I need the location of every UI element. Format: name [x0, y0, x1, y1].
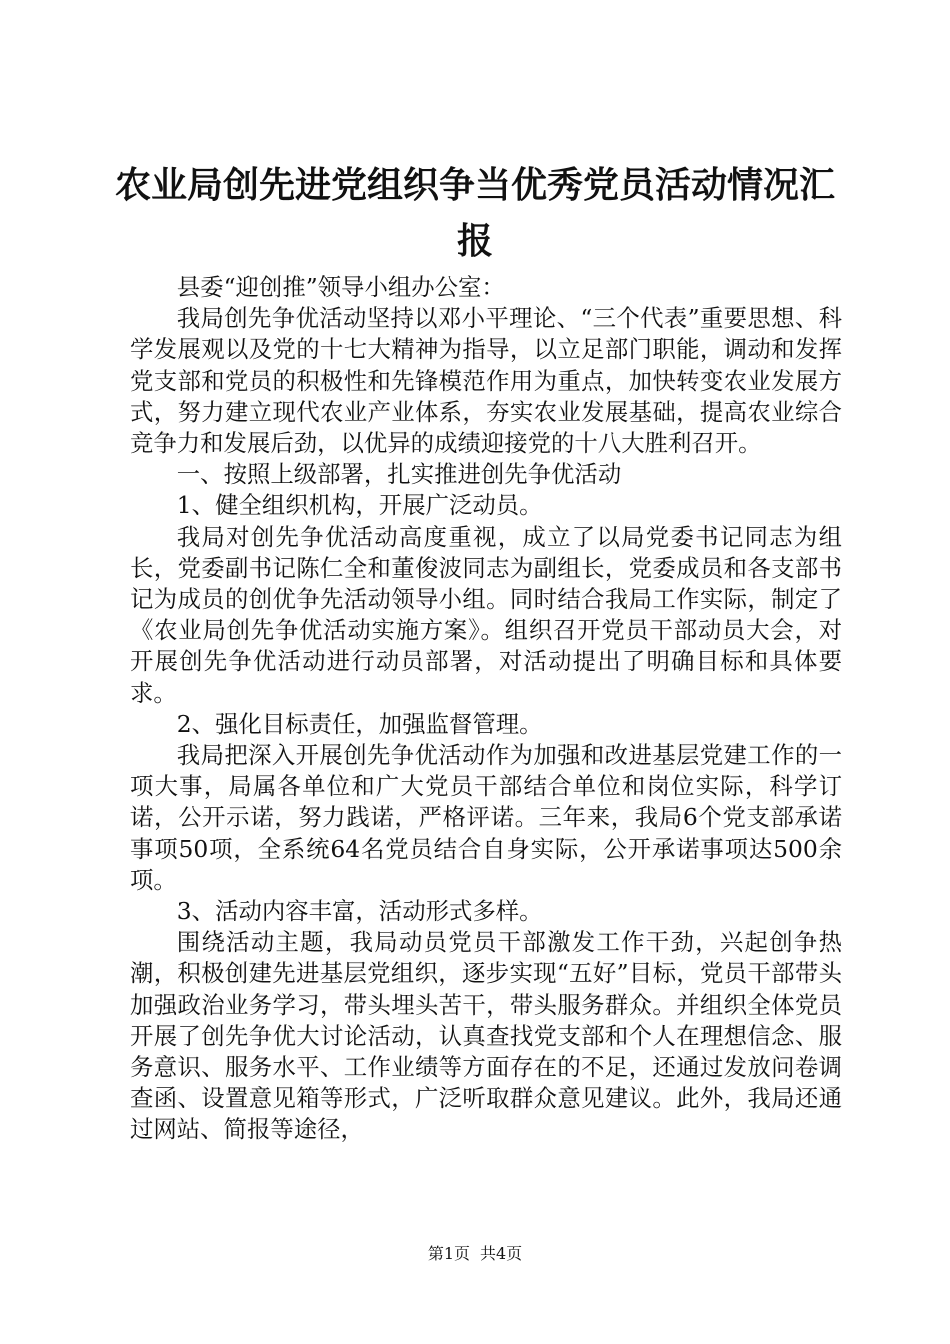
page-total: 共4页	[480, 1244, 523, 1263]
body-paragraph: 围绕活动主题，我局动员党员干部激发工作干劲，兴起创争热潮，积极创建先进基层党组织，逐步实现“五好”目标，党员干部带头加强政治业务学习，带头埋头苦干，带头服务群众。并组织全体党员开展了创先争优大讨论活动，认真查找党支部和个人在理想信念、服务意识、服务水平、工作业绩等方面存在的不足，还通过发放问卷调查函、设置意见箱等形式，广泛听取群众意见建议。此外，我局还通过网站、简报等途径，	[130, 928, 842, 1144]
body-paragraph: 我局把深入开展创先争优活动作为加强和改进基层党建工作的一项大事，局属各单位和广大党员干部结合单位和岗位实际，科学订诺，公开示诺，努力践诺，严格评诺。三年来，我局6个党支部承诺事项50项，全系统64名党员结合自身实际，公开承诺事项达500余项。	[130, 741, 842, 894]
body-paragraph: 我局对创先争优活动高度重视，成立了以局党委书记同志为组长，党委副书记陈仁全和董俊波同志为副组长，党委成员和各支部书记为成员的创优争先活动领导小组。同时结合我局工作实际，制定了《农业局创先争优活动实施方案》。组织召开党员干部动员大会，对开展创先争优活动进行动员部署，对活动提出了明确目标和具体要求。	[130, 522, 842, 707]
section-heading-1: 一、按照上级部署，扎实推进创先争优活动	[176, 460, 622, 489]
subheading-2: 2、强化目标责任，加强监督管理。	[176, 709, 543, 738]
document-title: 农业局创先进党组织争当优秀党员活动情况汇报	[114, 165, 835, 262]
subheading-1: 1、健全组织机构，开展广泛动员。	[176, 491, 543, 520]
intro-paragraph: 我局创先争优活动坚持以邓小平理论、“三个代表”重要思想、科学发展观以及党的十七大精神为指导，以立足部门职能，调动和发挥党支部和党员的积极性和先锋模范作用为重点，加快转变农业发展方式，努力建立现代农业产业体系，夯实农业发展基础，提高农业综合竞争力和发展后劲，以优异的成绩迎接党的十八大胜利召开。	[130, 304, 842, 458]
page-number: 第1页	[427, 1244, 470, 1263]
subheading-3: 3、活动内容丰富，活动形式多样。	[176, 897, 543, 926]
document-body	[130, 272, 842, 1146]
salutation: 县委“迎创推”领导小组办公室：	[176, 273, 505, 301]
page-footer	[0, 1243, 950, 1265]
